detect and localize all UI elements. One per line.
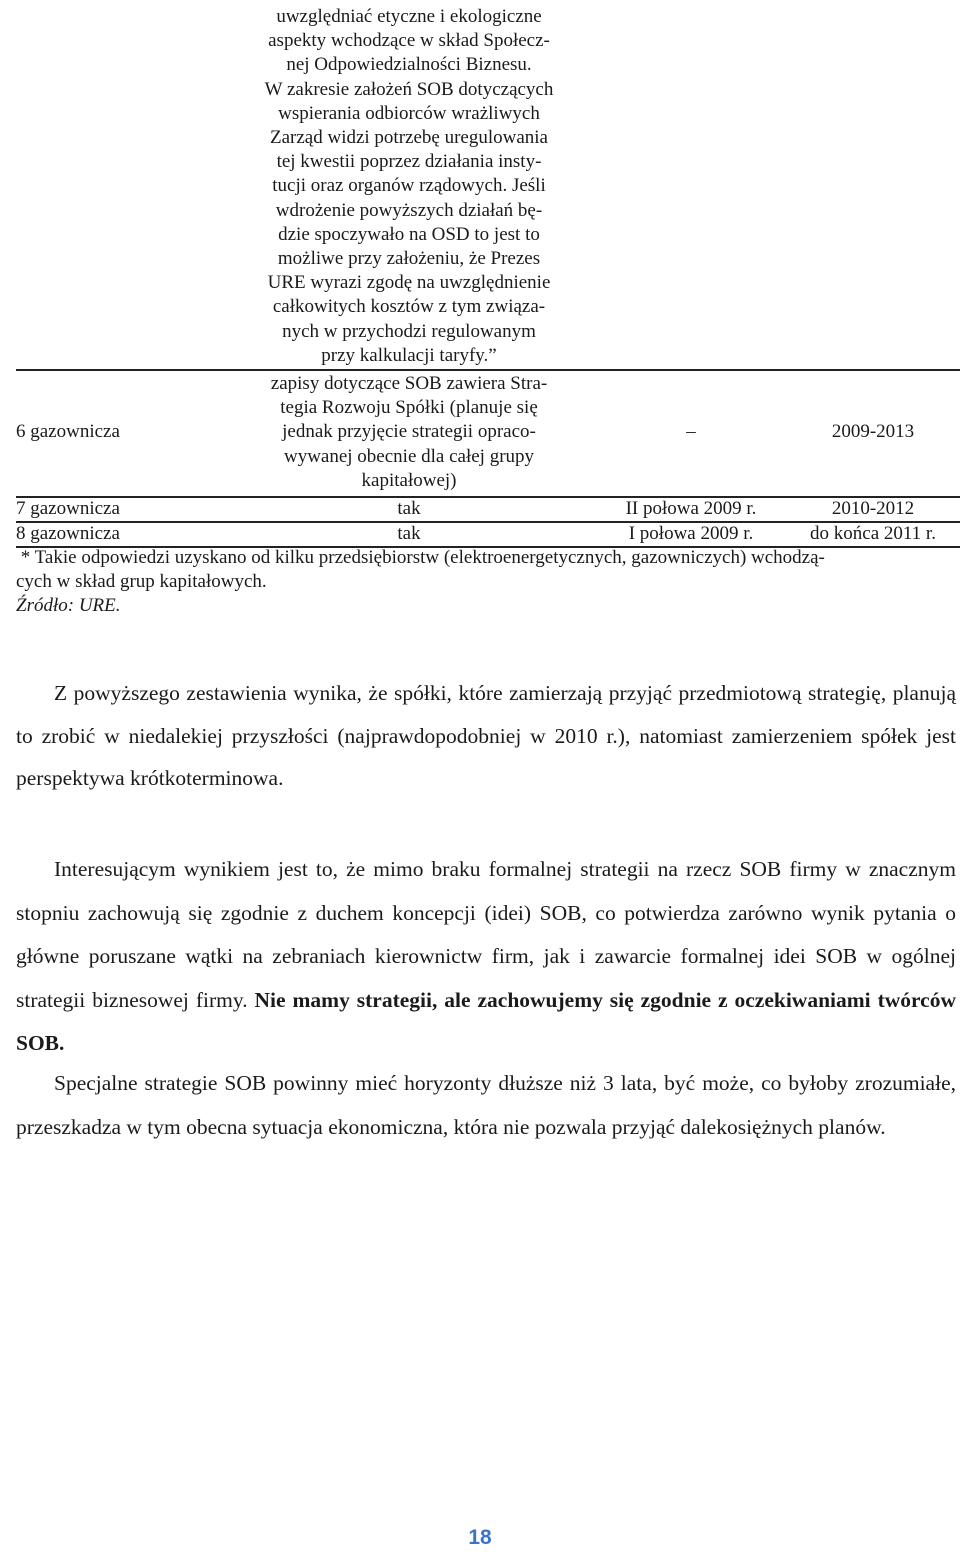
detail-line: całkowitych kosztów z tym związa- xyxy=(272,296,546,318)
paragraph-text: Interesującym wynikiem jest to, że mimo braku formalnej strategii na rzecz SOB firmy w znacznym stopniu zachowują się zgodnie z duchem koncepcji (idei) SOB, co potwierdza zarówno wynik pytania o główne poruszane wątki na zebraniach kierownictw firm, jak i zawarcie formalnej idei SOB w ogólnej strategii biznesowej firmy. xyxy=(16,857,956,1012)
strategy-horizon: 2009-2013 xyxy=(831,421,915,442)
detail-line: tegia Rozwoju Spółki (planuje się xyxy=(280,397,538,419)
detail-line: W zakresie założeń SOB dotyczących xyxy=(264,78,554,100)
adoption-date: I połowa 2009 r. xyxy=(628,523,754,544)
detail-line: nej Odpowiedzialności Biznesu. xyxy=(286,54,532,76)
table-row xyxy=(16,523,960,548)
company-name: 6 gazownicza xyxy=(16,421,120,442)
paragraph: Z powyższego zestawienia wynika, że spółki, które zamierzają przyjąć przedmiotową strategię, planują to zrobić w niedalekiej przyszłości (najprawdopodobniej w 2010 r.), natomiast zamierzeniem spółek jest perspektywa krótkoterminowa. xyxy=(16,681,956,790)
strategy-detail-cell xyxy=(234,5,584,368)
detail-line: dzie spoczywało na OSD to jest to xyxy=(278,223,540,245)
bold-quote: Nie mamy strategii, ale zachowujemy się zgodnie z oczekiwaniami twórców SOB. xyxy=(16,987,956,1056)
paragraph xyxy=(16,848,956,1066)
table-row xyxy=(16,498,960,523)
detail-line: URE wyrazi zgodę na uwzględnienie xyxy=(267,272,551,294)
detail-line: aspekty wchodzące w skład Społecz- xyxy=(268,30,550,52)
adoption-date: – xyxy=(686,421,696,442)
page-number: 18 xyxy=(468,1526,492,1549)
detail-line: zapisy dotyczące SOB zawiera Stra- xyxy=(270,373,548,394)
footnote-line: cych w skład grup kapitałowych. xyxy=(16,571,267,592)
company-name: 7 gazownicza xyxy=(16,498,120,519)
source-note: Źródło: URE. xyxy=(16,595,121,616)
paragraph: Specjalne strategie SOB powinny mieć horyzonty dłuższe niż 3 lata, być może, co byłoby zrozumiałe, przeszkadza w tym obecna sytuacja ekonomiczna, która nie pozwala przyjąć dalekosiężnych planów. xyxy=(16,1071,956,1139)
detail-line: możliwe przy założeniu, że Prezes xyxy=(277,248,541,270)
detail-line: tucji oraz organów rządowych. Jeśli xyxy=(272,175,546,197)
table-footnote xyxy=(16,546,960,618)
table-row xyxy=(16,371,960,498)
detail-line: wspierania odbiorców wrażliwych xyxy=(278,102,540,124)
detail-line: przy kalkulacji taryfy.” xyxy=(321,344,497,366)
detail-line: wywanej obecnie dla całej grupy xyxy=(283,445,535,467)
detail-line: Zarząd widzi potrzebę uregulowania xyxy=(269,127,548,149)
table-row xyxy=(16,0,960,371)
strategy-detail-cell xyxy=(234,372,584,493)
strategy-horizon: 2010-2012 xyxy=(831,498,915,519)
company-name: 8 gazownicza xyxy=(16,523,120,544)
detail-line: jednak przyjęcie strategii opraco- xyxy=(282,421,536,443)
detail-line: nych w przychodzi regulowanym xyxy=(282,320,536,342)
strategy-answer: tak xyxy=(397,498,421,519)
detail-line: wdrożenie powyższych działań bę- xyxy=(275,199,543,221)
survey-table xyxy=(16,0,960,548)
detail-line: tej kwestii poprzez działania insty- xyxy=(276,151,542,173)
strategy-answer: tak xyxy=(397,523,421,544)
adoption-date: II połowa 2009 r. xyxy=(625,498,757,519)
footnote-line: * Takie odpowiedzi uzyskano od kilku przedsiębiorstw (elektroenergetycznych, gazowniczych) wchodzą- xyxy=(16,547,825,568)
detail-line: kapitałowej) xyxy=(361,469,457,491)
strategy-horizon: do końca 2011 r. xyxy=(810,523,936,544)
detail-line: uwzględniać etyczne i ekologiczne xyxy=(276,6,542,27)
